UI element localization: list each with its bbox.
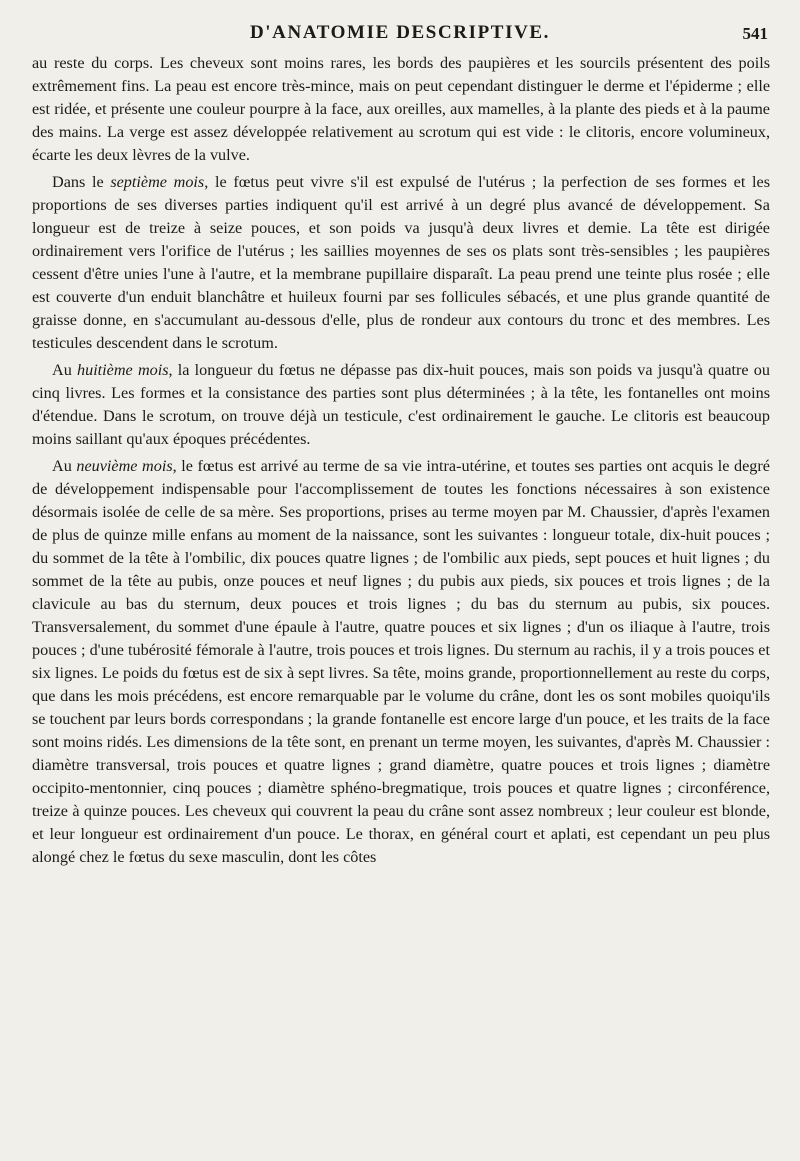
- paragraph-text: , la longueur du fœtus ne dépasse pas dix-huit pouces, mais son poids va jusqu'à quatre ou cinq livres. Les formes et la consistance des parties sont plus déterminées ; à la tête, les fontanelles ont moins d'étendue. Dans le scrotum, on trouve déjà un testicule, c'est ordinairement le gauche. Le clitoris est beaucoup moins saillant qu'aux époques précédentes.: [32, 361, 770, 448]
- paragraph-text: au reste du corps. Les cheveux sont moins rares, les bords des paupières et les sourcils présentent des poils extrêmement fins. La peau est encore très-mince, mais on peut cependant distinguer le derme et l'épiderme ; elle est ridée, et présente une couleur pourpre à la face, aux oreilles, aux mamelles, à la plante des pieds et à la paume des mains. La verge est assez développée relativement au scrotum qui est vide : le clitoris, encore volumineux, écarte les deux lèvres de la vulve.: [32, 54, 770, 164]
- page-header: [32, 22, 768, 50]
- paragraph-text: , le fœtus peut vivre s'il est expulsé de l'utérus ; la perfection de ses formes et les proportions de ses diverses parties indiquent qu'il est arrivé à un degré plus avancé de développement. Sa longueur est de treize à seize pouces, et son poids va jusqu'à deux livres et demie. La tête est dirigée ordinairement vers l'orifice de l'utérus ; les saillies moyennes de ses os plats sont très-sensibles ; les paupières cessent d'être unies l'une à l'autre, et la membrane pupillaire disparaît. La peau prend une teinte plus rosée ; elle est couverte d'un enduit blanchâtre et huileux fourni par ses follicules sébacés, et une plus grande quantité de graisse donne, en s'accumulant au-dessous d'elle, plus de rondeur aux contours du tronc et des membres. Les testicules descendent dans le scrotum.: [32, 173, 771, 352]
- paragraph-septieme-mois: [32, 171, 770, 355]
- paragraph-lead: Dans le: [52, 173, 111, 191]
- page-number: 541: [742, 24, 768, 43]
- paragraph-heading-emphasis: septième mois: [110, 173, 205, 191]
- paragraph-lead: Au: [52, 361, 77, 379]
- running-title: D'ANATOMIE DESCRIPTIVE.: [249, 22, 551, 43]
- paragraph-heading-emphasis: neuvième mois: [76, 457, 173, 475]
- paragraph-heading-emphasis: huitième mois: [77, 361, 169, 379]
- paragraph-lead: Au: [52, 457, 77, 475]
- paragraph-neuvieme-mois: [32, 455, 770, 869]
- body-text: [32, 52, 770, 873]
- paragraph-text: , le fœtus est arrivé au terme de sa vie intra-utérine, et toutes ses parties ont acquis le degré de développement indispensable pour l'accomplissement de toutes les fonctions nécessaires à son existence désormais isolée de celle de sa mère. Ses proportions, prises au terme moyen par M. Chaussier, d'après l'examen de plus de quinze mille enfans au moment de la naissance, sont les suivantes : longueur totale, dix-huit pouces ; du sommet de la tête à l'ombilic, dix pouces quatre lignes ; de l'ombilic aux pieds, sept pouces et huit lignes ; du sommet de la tête au pubis, onze pouces et neuf lignes ; du pubis aux pieds, six pouces et trois lignes ; de la clavicule au bas du sternum, deux pouces et trois lignes ; du bas du sternum au pubis, six pouces. Transversalement, du sommet d'une épaule à l'autre, quatre pouces et six lignes ; d'un os iliaque à l'autre, trois pouces ; d'une tubérosité fémorale à l'autre, trois pouces et trois lignes. Du sternum au rachis, il y a trois pouces et six lignes. Le poids du fœtus est de six à sept livres. Sa tête, moins grande, proportionnellement au reste du corps, que dans les mois précédens, est encore remarquable par le volume du crâne, dont les os sont mobiles quoiqu'ils se touchent par leurs bords correspondans ; la grande fontanelle est encore large d'un pouce, et les traits de la face sont moins ridés. Les dimensions de la tête sont, en prenant un terme moyen, les suivantes, d'après M. Chaussier : diamètre transversal, trois pouces et quatre lignes ; grand diamètre, quatre pouces et trois lignes ; diamètre occipito-mentonnier, cinq pouces ; diamètre sphéno-bregmatique, trois pouces et quatre lignes ; circonférence, treize à quinze pouces. Les cheveux qui couvrent la peau du crâne sont assez nombreux ; leur couleur est blonde, et leur longueur est ordinairement d'un pouce. Le thorax, en général court et aplati, est cependant un peu plus alongé chez le fœtus du sexe masculin, dont les côtes: [32, 457, 770, 866]
- paragraph-continuation: [32, 52, 770, 167]
- paragraph-huitieme-mois: [32, 359, 770, 451]
